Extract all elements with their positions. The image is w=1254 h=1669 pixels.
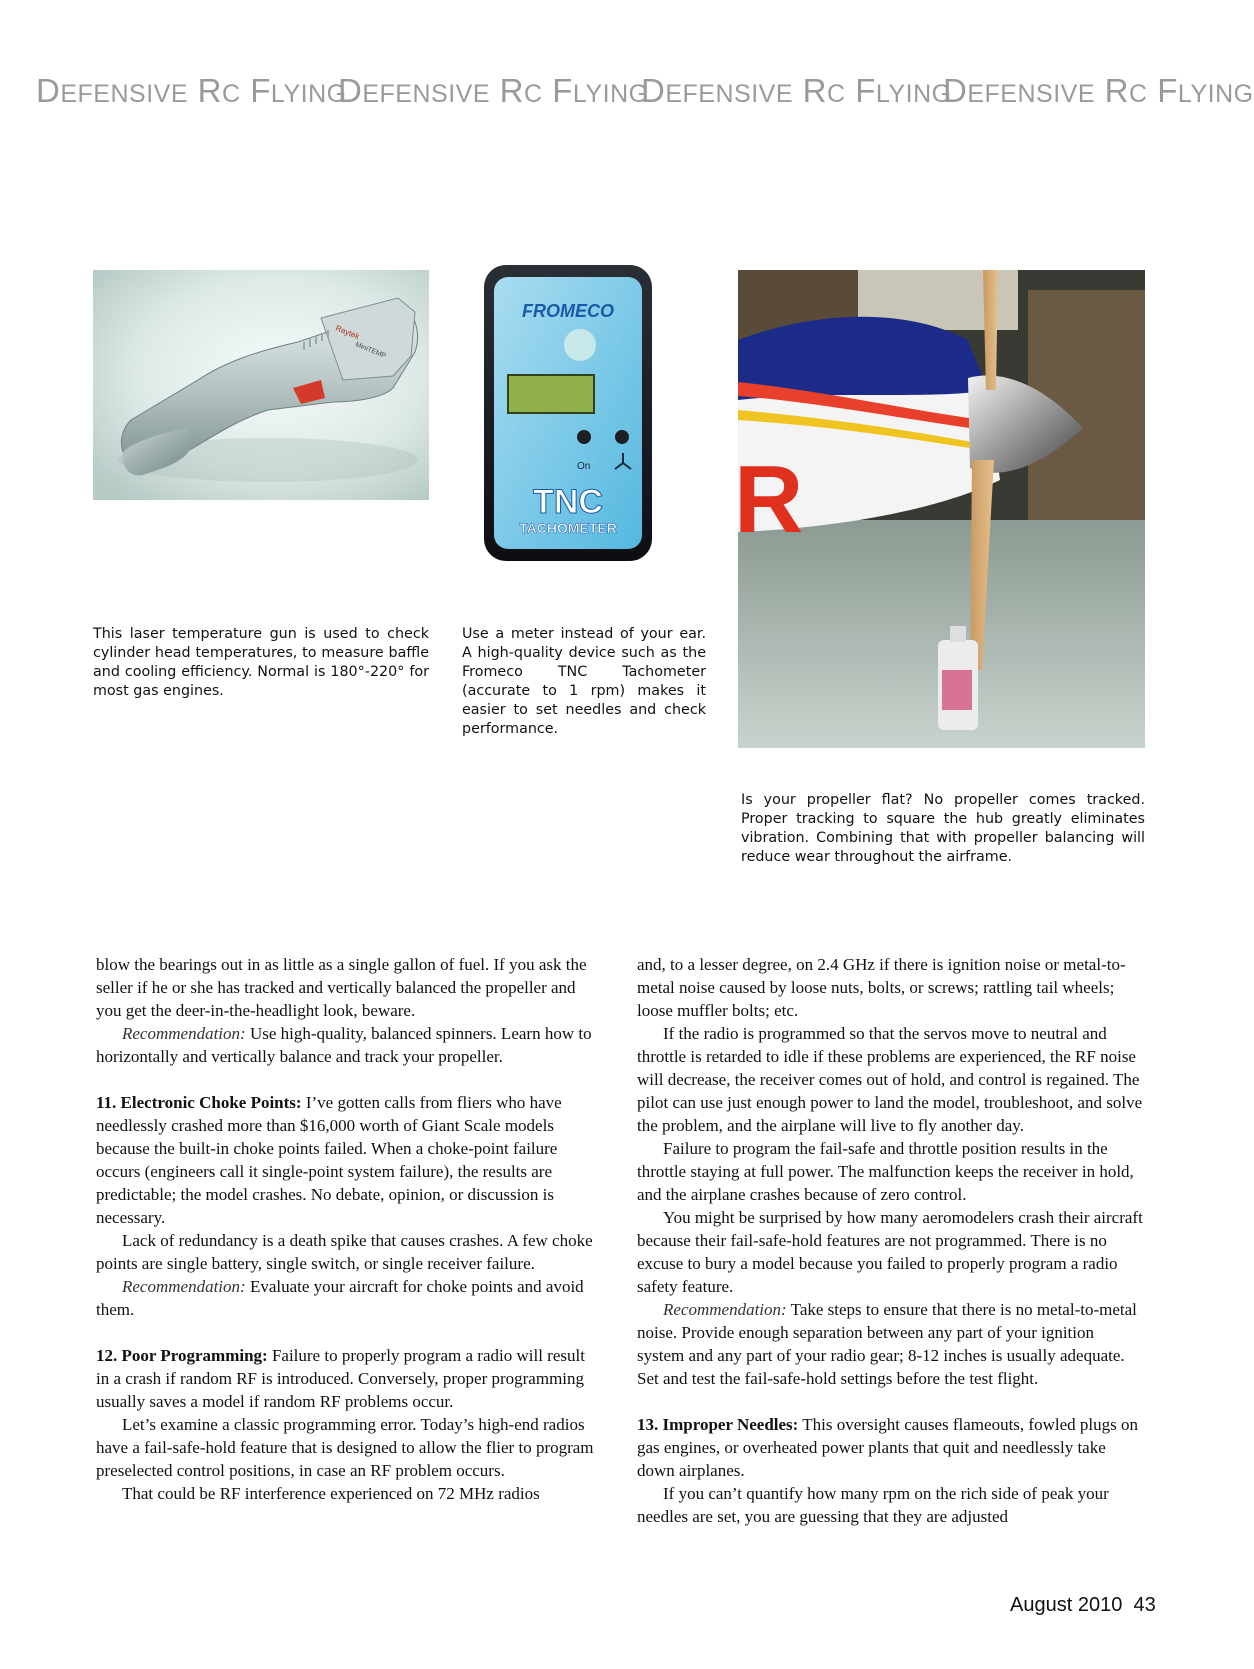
gun-caption: This laser temperature gun is used to check cylinder head temperatures, to measure baffle and cooling efficiency. Normal is 180°-220° for most gas engines. — [93, 626, 429, 699]
tach-sub-label: TACHOMETER — [519, 520, 617, 536]
recommendation-paragraph: Recommendation: Use high-quality, balanced spinners. Learn how to horizontally and vertically balance and track your propeller. — [96, 1024, 592, 1066]
section-12-title: 12. Poor Programming: — [96, 1346, 268, 1365]
section-12: 12. Poor Programming: Failure to properly program a radio will result in a crash if random RF is introduced. Conversely, proper programming usually saves a model if random RF problems occur. — [96, 1346, 585, 1411]
running-head-3: DEFENSIVE RC FLYING — [641, 72, 952, 109]
tach-caption: Use a meter instead of your ear. A high-quality device such as the Fromeco TNC Tachometer (accurate to 1 rpm) makes it easier to set needles and check performance. — [462, 626, 706, 737]
gun-brand-label: Raytek — [334, 323, 361, 342]
tachometer-photo — [482, 263, 654, 563]
section-11: 11. Electronic Choke Points: I’ve gotten calls from fliers who have needlessly crashed more than $16,000 worth of Giant Scale models because the built-in choke points failed. When a choke-point failure occurs (engineers call it single-point system failure), the results are predictable; the model crashes. No debate, opinion, or discussion is necessary. — [96, 1093, 562, 1227]
temperature-gun-photo — [93, 270, 429, 500]
recommendation-paragraph: Recommendation: Evaluate your aircraft for choke points and avoid them. — [96, 1277, 584, 1319]
body-paragraph: Lack of redundancy is a death spike that causes crashes. A few choke points are single battery, single switch, or single receiver failure. — [96, 1231, 593, 1273]
body-paragraph: and, to a lesser degree, on 2.4 GHz if there is ignition noise or metal-to-metal noise caused by loose nuts, bolts, or screws; rattling tail wheels; loose muffler bolts; etc. — [637, 955, 1126, 1020]
tach-logo-label: TNC — [533, 483, 603, 521]
gun-model-label: MiniTEMP — [354, 341, 387, 360]
section-13-title: 13. Improper Needles: — [637, 1415, 799, 1434]
body-paragraph: If you can’t quantify how many rpm on the rich side of peak your needles are set, you are guessing that they are adjusted — [637, 1484, 1109, 1526]
body-paragraph: That could be RF interference experienced on 72 MHz radios — [122, 1484, 540, 1503]
page-footer — [1010, 1594, 1156, 1617]
body-paragraph: Let’s examine a classic programming error. Today’s high-end radios have a fail-safe-hold feature that is designed to allow the flier to program preselected control positions, in case an RF problem occurs. — [96, 1415, 594, 1480]
body-paragraph: If the radio is programmed so that the servos move to neutral and throttle is retarded to idle if these problems are experienced, the RF noise will decrease, the receiver comes out of hold, and control is regained. The pilot can use just enough power to land the model, troubleshoot, and solve the problem, and the airplane will live to fly another day. — [637, 1024, 1143, 1135]
body-paragraph: You might be surprised by how many aeromodelers crash their aircraft because their fail-safe-hold features are not programmed. There is no excuse to bury a model because you failed to properly program a radio safety feature. — [637, 1208, 1143, 1296]
section-11-title: 11. Electronic Choke Points: — [96, 1093, 302, 1112]
running-head-2: DEFENSIVE RC FLYING — [338, 72, 649, 109]
running-head-4: DEFENSIVE RC FLYING — [943, 72, 1254, 109]
recommendation-paragraph: Recommendation: Take steps to ensure that there is no metal-to-metal noise. Provide enough separation between any part of your ignition system and any part of your radio gear; 8-12 inches is usually adequate. Set and test the fail-safe-hold settings before the test flight. — [637, 1300, 1137, 1388]
left-column — [96, 953, 596, 1505]
page-number: 43 — [1133, 1594, 1156, 1616]
body-paragraph: blow the bearings out in as little as a single gallon of fuel. If you ask the seller if he or she has tracked and vertically balanced the propeller and you get the deer-in-the-headlight look, beware. — [96, 955, 587, 1020]
recommendation-label: Recommendation: — [122, 1024, 246, 1043]
plane-letters: R — [734, 446, 804, 553]
issue-date: August 2010 — [1010, 1594, 1123, 1616]
propeller-photo — [734, 270, 1145, 748]
tach-brand-label: FROMECO — [522, 301, 614, 321]
section-13: 13. Improper Needles: This oversight causes flameouts, fowled plugs on gas engines, or overheated power plants that quit and needlessly take down airplanes. — [637, 1415, 1138, 1480]
body-paragraph: Failure to program the fail-safe and throttle position results in the throttle staying at full power. The malfunction keeps the receiver in hold, and the airplane crashes because of zero control. — [637, 1139, 1134, 1204]
right-column — [637, 953, 1145, 1528]
tach-on-label: On — [577, 461, 591, 472]
recommendation-label: Recommendation: — [663, 1300, 787, 1319]
running-head-1: DEFENSIVE RC FLYING — [36, 72, 347, 109]
recommendation-label: Recommendation: — [122, 1277, 246, 1296]
prop-caption: Is your propeller flat? No propeller comes tracked. Proper tracking to square the hub greatly eliminates vibration. Combining that with propeller balancing will reduce wear throughout the airframe. — [741, 792, 1145, 865]
